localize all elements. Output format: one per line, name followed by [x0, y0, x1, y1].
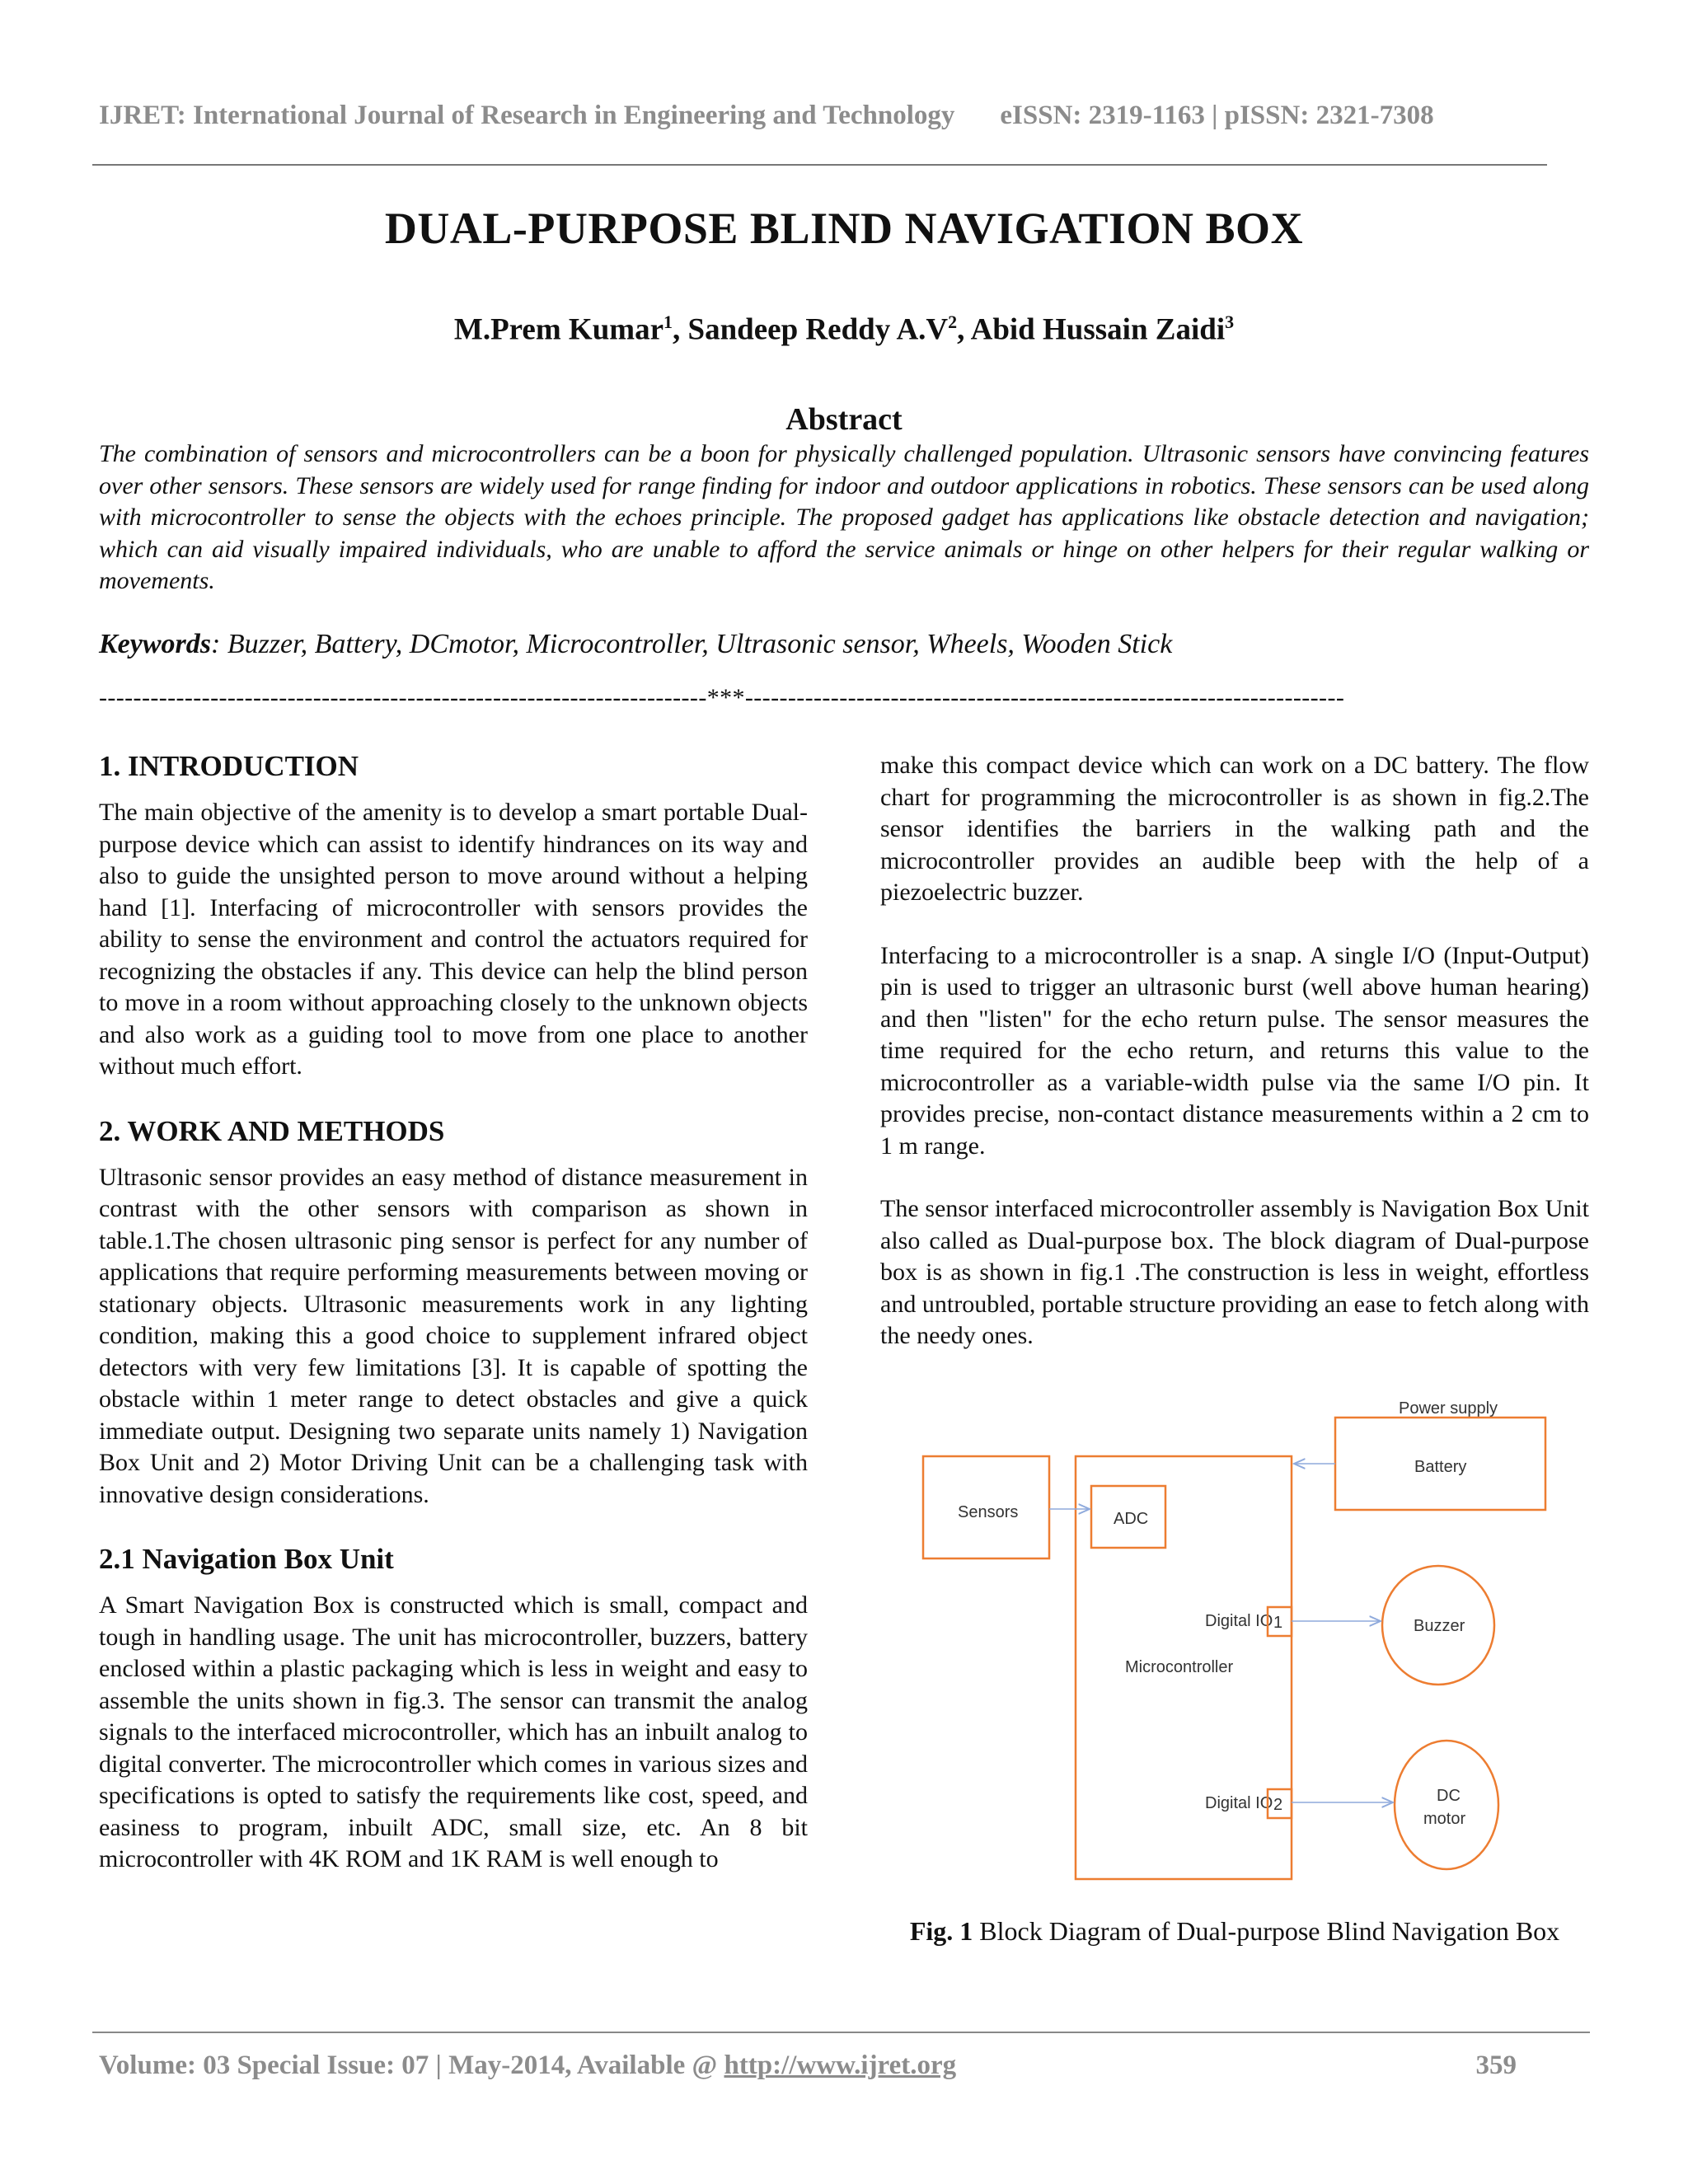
- author-list: M.Prem Kumar$^1$, Sandeep Reddy $A.V^2$, Abid Hussain Zaidi$^3$: [453, 312, 1235, 347]
- section-divider: -----------------------------------------------------------------------***----------------------------------------------------------------------: [99, 684, 1345, 711]
- battery-label: Battery: [1414, 1458, 1467, 1476]
- author-affiliation: 2: [948, 312, 958, 332]
- abstract-text: The combination of sensors and microcontrollers can be a boon for physically challenged population. Ultrasonic sensors have convincing features over other sensors. These sensors are widely used for range finding for indoor and outdoor applications in robotics. These sensors can be used along with microcontroller to sense the objects with the echoes principle. The proposed gadget has applications like obstacle detection and navigation; which can aid visually impaired individuals, who are unable to afford the service animals or hinge on other helpers for their regular walking or movements.: [99, 440, 1589, 594]
- buzzer-label: Buzzer: [1414, 1617, 1465, 1635]
- page-number: 359: [1475, 2050, 1517, 2080]
- body-paragraph: The main objective of the amenity is to develop a smart portable Dual-purpose device which can assist to identify hindrances on its way and also to guide the unsighted person to move around without a helping hand [1]. Interfacing of microcontroller with sensors provides the ability to sense the environment and control the actuators required for recognizing the obstacles if any. This device can help the blind person to move in a room without approaching closely to the unknown objects and also work as a guiding tool to move from one place to another without much effort.: [99, 799, 808, 1080]
- digital-io-2-label: Digital IO: [1205, 1794, 1273, 1812]
- journal-name: IJRET: International Journal of Research in Engineering and Technology: [99, 101, 955, 130]
- issn: eISSN: 2319-1163 | pISSN: 2321-7308: [1000, 101, 1434, 130]
- block-diagram: [907, 1389, 1566, 1896]
- author-name: Sandeep Reddy A.V: [687, 312, 949, 347]
- microcontroller-label: Microcontroller: [1125, 1658, 1234, 1676]
- body-paragraph: The sensor interfaced microcontroller assembly is Navigation Box Unit also called as Dual-purpose box. The block diagram of Dual-purpose box is as shown in fig.1 .The construction is less in weight, effortless and untroubled, portable structure providing an ease to fetch along with the needy ones.: [880, 1195, 1589, 1349]
- author-affiliation: 1: [663, 312, 673, 332]
- digital-io-2-number: 2: [1273, 1796, 1283, 1814]
- body-paragraph: Interfacing to a microcontroller is a snap. A single I/O (Input-Output) pin is used to trigger an ultrasonic burst (well above human hearing) and then "listen" for the echo return pulse. The sensor measures the time required for the echo return, and returns this value to the microcontroller as a variable-width pulse via the same I/O pin. It provides precise, non-contact distance measurements within a 2 cm to 1 m range.: [880, 941, 1589, 1160]
- footer-rule: [92, 2032, 1590, 2033]
- dc-motor-label: motor: [1423, 1810, 1466, 1828]
- figure-caption: [880, 1916, 1589, 1947]
- dc-motor-label: DC: [1437, 1787, 1461, 1805]
- body-paragraph: A Smart Navigation Box is constructed which is small, compact and tough in handling usage. The unit has microcontroller, buzzers, battery enclosed within a plastic packaging which is less in weight and easy to assemble the units shown in fig.3. The sensor can transmit the analog signals to the interfaced microcontroller, which has an inbuilt analog to digital converter. The microcontroller which comes in various sizes and specifications is opted to satisfy the requirements like cost, speed, and easiness to program, inbuilt ADC, small size, etc. An 8 bit microcontroller with 4K ROM and 1K RAM is well enough to: [99, 1591, 808, 1872]
- page-footer: [99, 2050, 1517, 2081]
- subsection-heading: 2.1 Navigation Box Unit: [99, 1543, 394, 1575]
- section-heading: 2. WORK AND METHODS: [99, 1114, 445, 1147]
- power-supply-label: Power supply: [1399, 1399, 1498, 1418]
- right-column: [880, 750, 1589, 1352]
- keywords-label: Keywords: [99, 629, 211, 659]
- keywords: [99, 629, 1172, 660]
- abstract-heading: Abstract: [785, 402, 903, 437]
- dc-motor-block: [1395, 1741, 1498, 1869]
- adc-label: ADC: [1114, 1510, 1149, 1528]
- sensors-label: Sensors: [958, 1503, 1019, 1521]
- body-paragraph: Ultrasonic sensor provides an easy method of distance measurement in contrast with the other sensors with comparison as shown in table.1.The chosen ultrasonic ping sensor is perfect for any number of applications that require performing measurements between moving or stationary objects. Ultrasonic measurements work in any lighting condition, making this a good choice to supplement infrared object detectors with very few limitations [3]. It is capable of spotting the obstacle within 1 meter range to detect obstacles and give a quick immediate output. Designing two separate units namely 1) Navigation Box Unit and 2) Motor Driving Unit can be a challenging task with innovative design considerations.: [99, 1163, 808, 1508]
- header-rule: [92, 164, 1547, 166]
- digital-io-1-label: Digital IO: [1205, 1612, 1273, 1630]
- running-header: [99, 101, 1434, 131]
- author-affiliation: 3: [1225, 312, 1235, 332]
- author-name: Abid Hussain Zaidi: [970, 312, 1226, 347]
- journal-link[interactable]: http://www.ijret.org: [724, 2050, 957, 2080]
- footer-volume: Volume: 03 Special Issue: 07 | May-2014, Available @: [99, 2050, 724, 2080]
- paper-title: DUAL-PURPOSE BLIND NAVIGATION BOX: [384, 204, 1304, 253]
- left-column: [99, 750, 808, 1876]
- author-name: M.Prem Kumar: [453, 312, 664, 347]
- digital-io-1-number: 1: [1273, 1614, 1283, 1632]
- keywords-text: : Buzzer, Battery, DCmotor, Microcontroller, Ultrasonic sensor, Wheels, Wooden Stick: [211, 629, 1173, 659]
- figure-label: Fig. 1: [909, 1916, 973, 1946]
- figure-caption-text: Block Diagram of Dual-purpose Blind Navigation Box: [973, 1916, 1560, 1946]
- body-paragraph: make this compact device which can work on a DC battery. The flow chart for programming the microcontroller is as shown in fig.2.The sensor identifies the barriers in the walking path and the microcontroller provides an audible beep with the help of a piezoelectric buzzer.: [880, 752, 1589, 906]
- section-heading: 1. INTRODUCTION: [99, 750, 359, 782]
